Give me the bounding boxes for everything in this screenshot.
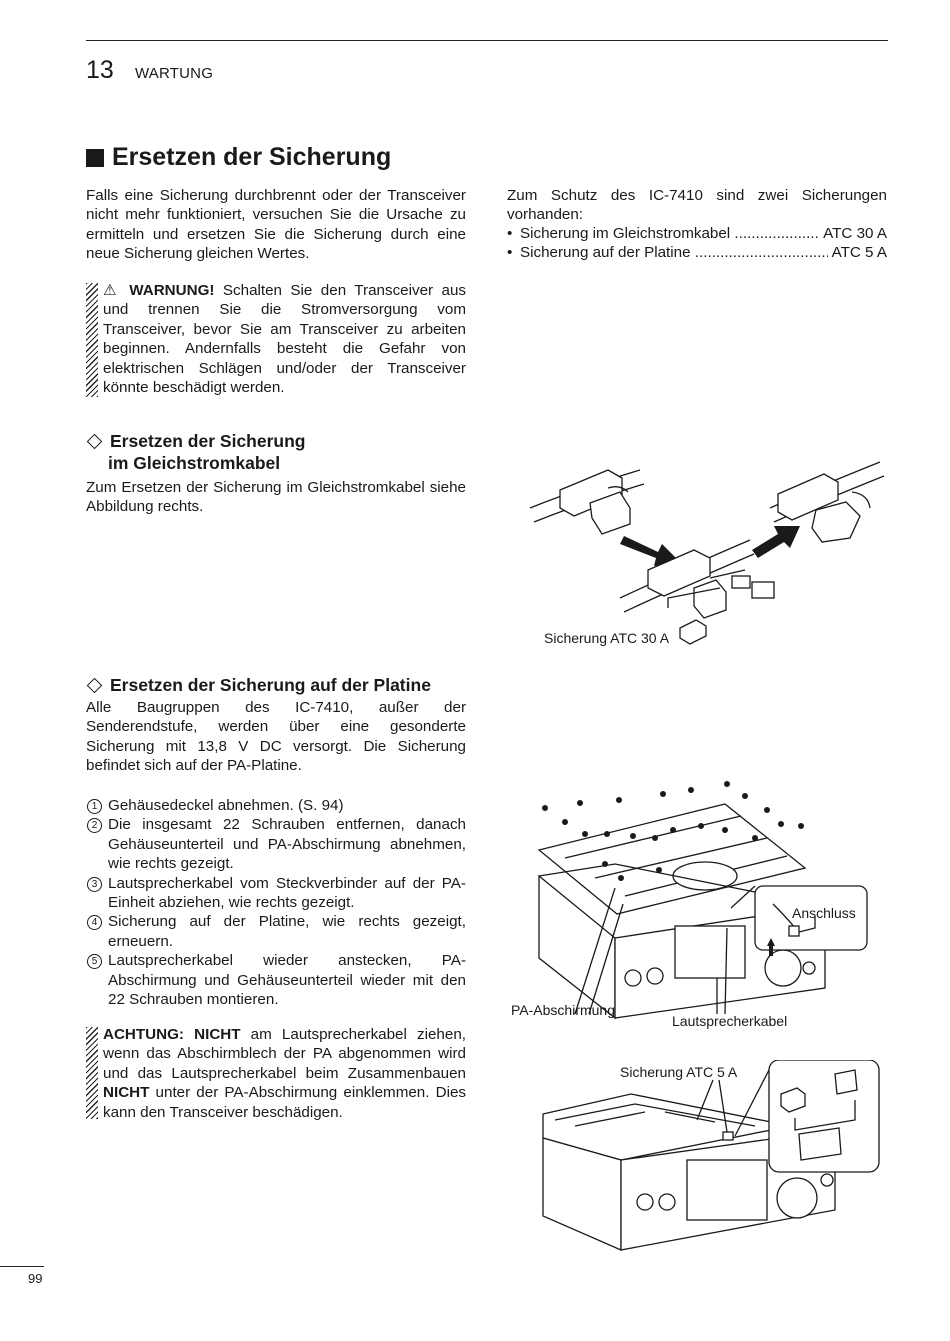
step-text: Lautsprecherkabel vom Steckverbinder auf der PA-Einheit abziehen, wie rechts gezeigt. — [108, 874, 466, 912]
knob — [625, 970, 641, 986]
fuse-small — [732, 576, 750, 588]
connector-plug — [789, 926, 799, 936]
fuse-list-item — [507, 243, 887, 262]
fuse-new — [752, 582, 774, 598]
caution-text — [103, 1025, 466, 1122]
section-title — [86, 143, 391, 172]
step-number: 5 — [87, 954, 102, 969]
knob — [803, 962, 815, 974]
step-text: Die insgesamt 22 Schrauben entfernen, danach Gehäuseunterteil und PA-Abschirmung abnehmen, wie rechts gezeigt. — [108, 816, 466, 873]
knob — [637, 1194, 653, 1210]
main-dial — [777, 1178, 817, 1218]
label-connector: Anschluss — [792, 905, 856, 921]
fuse-label: Sicherung im Gleichstromkabel ..... — [520, 224, 819, 243]
header-rule — [86, 40, 888, 41]
step-number: 3 — [87, 877, 102, 892]
step-item — [86, 951, 466, 1009]
subsection-1-title-line2: im Gleichstromkabel — [108, 453, 281, 473]
label-pa-shield: PA-Abschirmung — [511, 1002, 616, 1018]
step-item — [86, 815, 466, 873]
knob — [647, 968, 663, 984]
subsection-1-text: Zum Ersetzen der Sicherung im Gleichstromkabel siehe Abbildung rechts. — [86, 479, 466, 516]
chapter-number: 13 — [86, 56, 114, 84]
step-list — [86, 796, 466, 1009]
caution-not: NICHT — [103, 1084, 150, 1102]
step-text: Lautsprecherkabel wieder anstecken, PA-Abschirmung und Gehäuseunterteil wieder mit den 22 Schrauben montieren. — [108, 952, 466, 1009]
rotate-arrow-icon — [852, 492, 870, 508]
fuse-list — [507, 224, 887, 263]
figure-1-caption: Sicherung ATC 30 A — [544, 630, 670, 646]
section-title-text: Ersetzen der Sicherung — [112, 143, 392, 171]
warning-label: ⚠ WARNUNG! — [103, 282, 215, 299]
step-item — [86, 912, 466, 951]
square-bullet-icon — [86, 149, 104, 167]
fuse-value: ATC 30 A — [823, 225, 887, 242]
pa-board-fuse-illustration — [535, 1060, 885, 1260]
subsection-2-title — [86, 674, 431, 696]
fuse-value: ATC 5 A — [831, 244, 887, 262]
display-screen — [675, 926, 745, 978]
caution-not: NICHT — [194, 1026, 241, 1043]
caution-label: ACHTUNG: — [103, 1026, 184, 1043]
knob — [821, 1174, 833, 1186]
fuse-socket — [799, 1128, 841, 1160]
dc-cable-fuse-illustration — [520, 448, 890, 653]
caution-body-end: unter der PA-Abschirmung einklemmen. Dies kann den Transceiver beschädigen. — [103, 1084, 466, 1121]
fuse-label: Sicherung auf der Platine ..... — [520, 243, 828, 262]
page-number-rule — [0, 1266, 44, 1267]
bullet: • — [507, 225, 513, 242]
warning-text — [103, 281, 466, 397]
direction-arrow-icon — [752, 526, 800, 558]
step-item — [86, 796, 466, 815]
subsection-1-title-line1: Ersetzen der Sicherung — [110, 431, 306, 451]
knob — [659, 1194, 675, 1210]
chapter-title: WARTUNG — [135, 65, 214, 82]
step-number: 1 — [87, 799, 102, 814]
fuse-location — [723, 1132, 733, 1140]
caution-box — [86, 1025, 466, 1121]
diamond-icon — [87, 678, 103, 694]
warning-hatch — [86, 283, 98, 397]
caution-body: am Lautsprecherkabel ziehen, wenn das Abschirmblech der PA abgenommen wird und das Lautsprecherkabel beim Zusammenbauen — [103, 1026, 466, 1082]
subsection-1-title — [86, 430, 305, 474]
bullet: • — [507, 244, 513, 262]
protection-intro: Zum Schutz des IC-7410 sind zwei Sicherungen vorhanden: — [507, 187, 887, 224]
subsection-2-text: Alle Baugruppen des IC-7410, außer der Senderendstufe, werden über eine gesonderte Sicherung mit 13,8 V DC versorgt. Die Sicherung befindet sich auf der PA-Platine. — [86, 699, 466, 775]
fuse-new — [835, 1070, 857, 1094]
warning-body: Schalten Sie den Transceiver aus und trennen Sie die Stromversorgung vom Transceiver, bevor Sie am Transceiver zu arbeiten beginnen. Andernfalls besteht die Gefahr von elektrischen Schlägen und/oder der Transceiver könnte beschädigt werden. — [103, 282, 466, 397]
step-text: Gehäusedeckel abnehmen. (S. 94) — [108, 797, 344, 814]
diamond-icon — [87, 434, 103, 450]
label-fuse-atc5: Sicherung ATC 5 A — [620, 1064, 738, 1080]
subsection-2-title-text: Ersetzen der Sicherung auf der Platine — [110, 675, 431, 695]
step-item — [86, 874, 466, 913]
page-number: 99 — [28, 1271, 43, 1286]
step-number: 2 — [87, 818, 102, 833]
display-screen — [687, 1160, 767, 1220]
intro-paragraph: Falls eine Sicherung durchbrennt oder der Transceiver nicht mehr funktioniert, versuchen Sie die Ursache zu ermitteln und ersetzen Sie die Sicherung durch eine neue Sicherung gleichen Wertes. — [86, 187, 466, 263]
step-text: Sicherung auf der Platine, wie rechts gezeigt, erneuern. — [108, 913, 466, 950]
label-speaker-cable: Lautsprecherkabel — [672, 1013, 788, 1029]
fuse-holder-cap — [694, 580, 726, 618]
caution-hatch — [86, 1027, 98, 1119]
speaker-outline — [673, 862, 737, 890]
fuse-atc30 — [680, 620, 706, 644]
step-number: 4 — [87, 915, 102, 930]
fuse-list-item — [507, 224, 887, 243]
warning-box — [86, 281, 466, 398]
